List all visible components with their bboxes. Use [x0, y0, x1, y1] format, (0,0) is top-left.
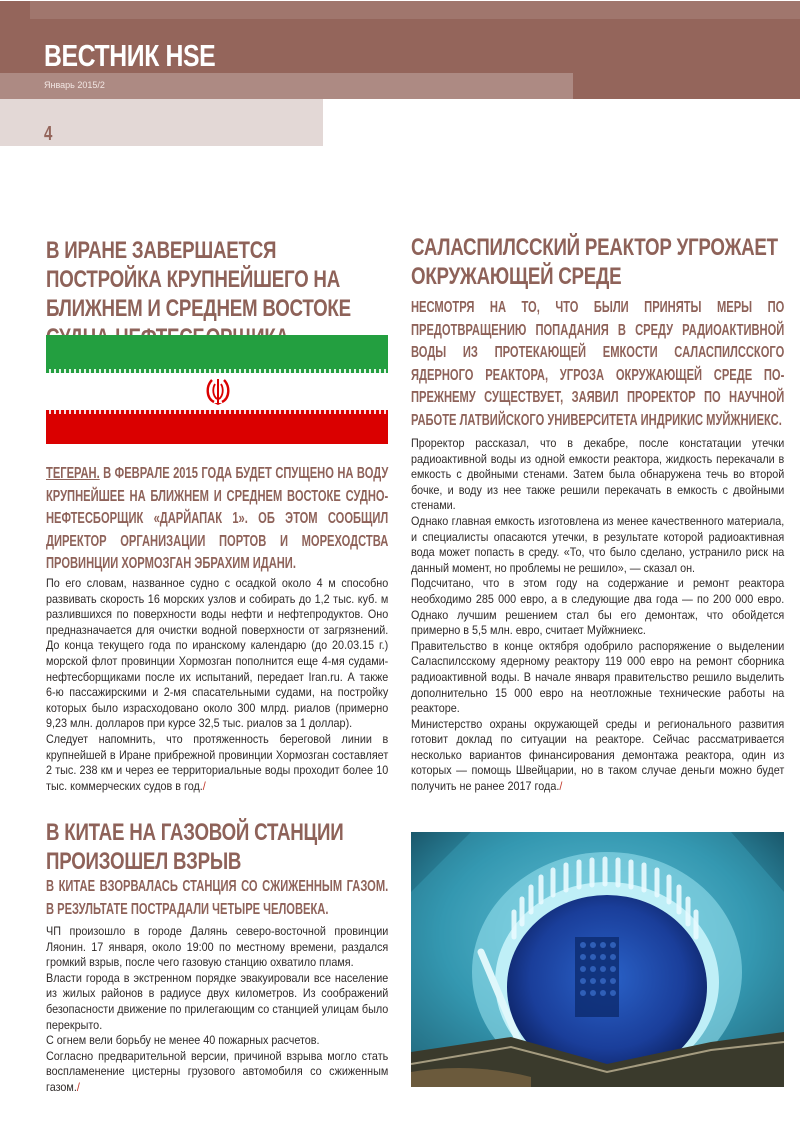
end-mark: / — [559, 779, 563, 794]
article-salaspils-body — [411, 436, 784, 795]
masthead-top-strip — [30, 1, 800, 19]
article-salaspils-headline: САЛАСПИЛССКИЙ РЕАКТОР УГРОЖАЕТ ОКРУЖАЮЩЕЙ СРЕДЕ — [411, 234, 778, 290]
paragraph: Согласно предварительной версии, причиной взрыва могло стать воспламенение цистерны грузового автомобиля со сжиженным газом./ — [46, 1048, 389, 1094]
paragraph: Министерство охраны окружающей среды и регионального развития готовит доклад по ситуации на реакторе. Сейчас рассматривается несколько вариантов финансирования демонтажа реактора, один из которых — помощь Швейцарии, но в таком случае деньги можно будет получить не ранее 2017 года./ — [411, 716, 785, 794]
iran-flag-image — [46, 335, 388, 444]
article-iran-headline: В ИРАНЕ ЗАВЕРШАЕТСЯ ПОСТРОЙКА КРУПНЕЙШЕГО НА БЛИЖНЕМ И СРЕДНЕМ ВОСТОКЕ — [46, 237, 351, 322]
article-salaspils-lead-block — [411, 297, 784, 432]
article-iran-lead — [46, 463, 388, 576]
article-china-lead-block — [46, 876, 388, 921]
issue-date: Январь 2015/2 — [44, 80, 105, 90]
article-china-headline: В КИТАЕ НА ГАЗОВОЙ СТАНЦИИ ПРОИЗОШЕЛ ВЗРЫВ — [46, 819, 344, 875]
end-mark: / — [202, 778, 206, 793]
flag-green-band — [46, 335, 388, 369]
paragraph: По его словам, названное судно с осадкой около 4 м способно развивать скорость 16 морских узлов и собирать до 1,2 тыс. куб. м разлившихся по поверхности воды нефти и нефтепродуктов. Оно предназначается для очистки водной поверхности от загрязнений. До конца текущего года по иранскому календарю (до 20.03.15 г.) морской флот провинции Хормозган пополнится еще 4-мя судами-нефтесборщиками после их испытаний, передает Iran.ru. А также 6-ю пассажирскими и 2-мя спасательными судами, на постройку которых было израсходовано около 300 млрд. риалов (примерно 9,23 млн. долларов при курсе 32,5 тыс. риалов за 1 доллар). — [46, 576, 389, 731]
flag-red-band — [46, 414, 388, 444]
article-iran-body — [46, 576, 388, 794]
paragraph: Власти города в экстренном порядке эвакуировали все население из жилых районов в радиусе двух километров. Из соображений безопасности движение по прилегающим со станцией улицам было перекрыто. — [46, 970, 389, 1032]
dateline-city: ТЕГЕРАН. — [46, 465, 100, 482]
paragraph: Следует напомнить, что протяженность береговой линии в крупнейшей в Иране прибрежной провинции Хормозган составляет 2 тыс. 238 км и через ее территориальные воды проходит более 10 тыс. коммерческих судов в год./ — [46, 731, 389, 793]
article-china-lead: В КИТАЕ ВЗОРВАЛАСЬ СТАНЦИЯ СО СЖИЖЕННЫМ ГАЗОМ. В РЕЗУЛЬТАТЕ ПОСТРАДАЛИ ЧЕТЫРЕ ЧЕЛОВЕКА. — [46, 878, 389, 918]
reactor-illustration — [411, 832, 784, 1087]
article-china-body — [46, 924, 388, 1096]
lead-text: В ФЕВРАЛЕ 2015 ГОДА БУДЕТ СПУЩЕНО НА ВОДУ КРУПНЕЙШЕЕ НА БЛИЖНЕМ И СРЕДНЕМ ВОСТОКЕ СУДНО-НЕФТЕСБОРЩИК «ДАРЙАПАК 1». ОБ ЭТОМ СООБЩИЛ ДИРЕКТОР ОРГАНИЗАЦИИ ПОРТОВ И МОРЕХОДСТВА ПРОВИНЦИИ ХОРМОЗГАН ЭБРАХИМ ИДАНИ. — [46, 465, 389, 572]
paragraph: Правительство в конце октября одобрило распоряжение о выделении Саласпилсскому ядерному реактору 119 000 евро на ремонт сборника радиоактивной воды. В начале января правительство решило выделить дополнительно 15 000 евро на неотложные технические работы на реакторе. — [411, 638, 785, 716]
end-mark: / — [76, 1079, 80, 1094]
reactor-pool-photo — [411, 832, 784, 1087]
article-salaspils-headline-block — [411, 233, 784, 291]
magazine-title: ВЕСТНИК HSE — [44, 38, 216, 73]
paragraph: Проректор рассказал, что в декабре, после констатации утечки радиоактивной воды из одной емкости реактора, жидкость перекачали в емкость с двойными стенами. Затем была обнаружена течь во второй бочке, и воду из нее также решили перекачать в емкость с двойными стенами. — [411, 436, 785, 513]
paragraph: Однако главная емкость изготовлена из менее качественного материала, и специалисты опасаются утечки, в результате которой радиоактивная вода может попасть в среду. «То, что было сделано, устранило риск на данный момент, но проблемы не решило», — сказал он. — [411, 513, 785, 575]
paragraph: С огнем вели борьбу не менее 40 пожарных расчетов. — [46, 1033, 320, 1048]
paragraph: ЧП произошло в городе Далянь северо-восточной провинции Ляонин. 17 января, около 19:00 по местному времени, раздался громкий взрыв, после чего газовую станцию охватило пламя. — [46, 924, 389, 970]
article-iran-lead-block — [46, 463, 388, 576]
page-number: 4 — [44, 123, 53, 145]
article-salaspils-lead: НЕСМОТРЯ НА ТО, ЧТО БЫЛИ ПРИНЯТЫ МЕРЫ ПО ПРЕДОТВРАЩЕНИЮ ПОПАДАНИЯ В СРЕДУ РАДИОАКТИВНОЙ ВОДЫ ИЗ ПРОТЕКАЮЩЕЙ ЕМКОСТИ САЛАСПИЛССКОГО ЯДЕРНОГО РЕАКТОРА, УГРОЗА ОКРУЖАЮЩЕЙ СРЕДЕ ПО-ПРЕЖНЕМУ СУЩЕСТВУЕТ, ЗАЯВИЛ ПРОРЕКТОР ПО НАУЧНОЙ РАБОТЕ ЛАТВИЙСКОГО УНИВЕРСИТЕТА ИНДРИКИС МУЙЖНИЕКС. — [411, 299, 785, 429]
article-china-headline-block — [46, 818, 388, 876]
paragraph: Подсчитано, что в этом году на содержание и ремонт реактора необходимо 285 000 евро, а в следующие два года — по 200 000 евро. Однако лучшим решением стал бы его демонтаж, что обойдется примерно в 5,5 млн. евро, считает Муйжниекс. — [411, 576, 785, 638]
iran-emblem-icon — [204, 376, 232, 406]
